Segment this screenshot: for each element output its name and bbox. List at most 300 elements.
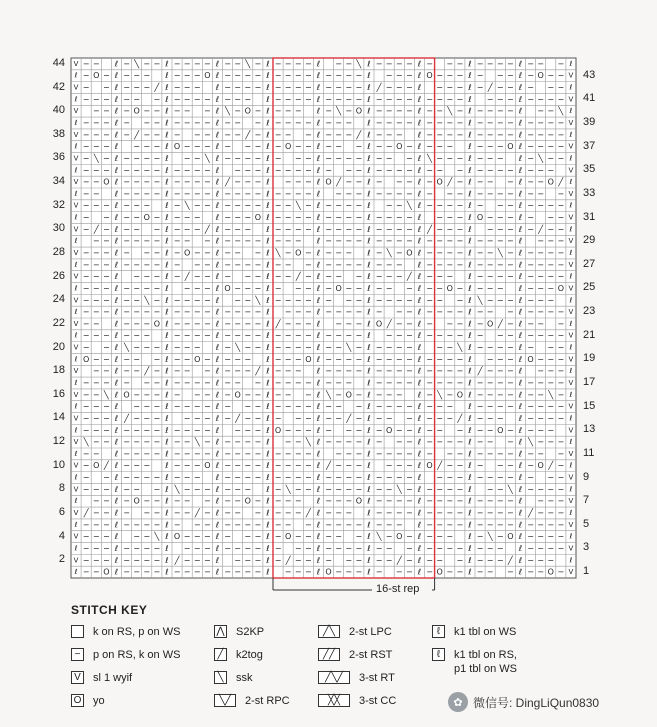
stitch-symbol: − xyxy=(557,567,565,577)
stitch-symbol: − xyxy=(375,283,383,293)
stitch-symbol: − xyxy=(436,508,444,518)
stitch-symbol: − xyxy=(82,343,90,353)
stitch-symbol: − xyxy=(294,106,302,116)
stitch-symbol: − xyxy=(224,402,231,412)
stitch-symbol: − xyxy=(203,130,211,140)
stitch-symbol: − xyxy=(436,213,444,223)
stitch-symbol: − xyxy=(183,213,191,223)
stitch-symbol: − xyxy=(274,390,282,400)
stitch-symbol: ╲ xyxy=(83,437,89,447)
stitch-symbol: − xyxy=(426,248,433,258)
stitch-symbol: ℓ xyxy=(518,236,523,246)
row-number-left: 36 xyxy=(52,151,65,164)
stitch-symbol: − xyxy=(193,165,201,175)
stitch-symbol: ℓ xyxy=(367,236,371,246)
stitch-symbol: − xyxy=(224,343,231,353)
stitch-symbol: ℓ xyxy=(518,118,523,128)
stitch-symbol: ℓ xyxy=(417,461,422,471)
stitch-symbol: − xyxy=(537,59,545,69)
stitch-symbol: − xyxy=(224,224,231,234)
stitch-symbol: ℓ xyxy=(165,449,169,459)
row-number-left: 26 xyxy=(52,269,65,282)
stitch-symbol: O xyxy=(426,461,433,471)
stitch-symbol: − xyxy=(395,106,403,116)
stitch-symbol: − xyxy=(395,272,403,282)
stitch-symbol: ╱ xyxy=(507,555,513,565)
stitch-symbol: O xyxy=(285,142,292,152)
stitch-symbol: − xyxy=(345,106,353,116)
stitch-symbol: − xyxy=(506,508,514,518)
stitch-symbol: ╲ xyxy=(184,201,190,211)
stitch-symbol: − xyxy=(234,319,242,329)
stitch-symbol: − xyxy=(375,236,383,246)
stitch-symbol: ℓ xyxy=(367,59,371,69)
stitch-symbol: O xyxy=(345,390,352,400)
stitch-symbol: − xyxy=(456,106,464,116)
stitch-symbol: − xyxy=(325,437,332,447)
stitch-symbol: − xyxy=(123,224,130,234)
stitch-symbol: − xyxy=(436,555,444,565)
stitch-symbol: − xyxy=(476,449,484,459)
stitch-symbol: − xyxy=(446,449,454,459)
stitch-symbol: − xyxy=(446,413,454,423)
stitch-symbol: ℓ xyxy=(468,189,472,199)
stitch-symbol: − xyxy=(102,331,110,341)
stitch-symbol: − xyxy=(486,260,494,270)
stitch-symbol: ℓ xyxy=(316,319,321,329)
stitch-symbol: ℓ xyxy=(165,532,169,542)
stitch-symbol: − xyxy=(527,567,534,577)
stitch-symbol: − xyxy=(123,260,130,270)
stitch-symbol: − xyxy=(486,473,494,483)
stitch-symbol: ℓ xyxy=(266,319,270,329)
stitch-symbol: − xyxy=(92,437,100,447)
stitch-symbol: − xyxy=(476,331,484,341)
stitch-symbol: − xyxy=(506,354,514,364)
stitch-symbol: − xyxy=(143,283,151,293)
stitch-symbol: − xyxy=(133,555,141,565)
stitch-symbol: − xyxy=(557,543,565,553)
stitch-symbol: − xyxy=(304,283,312,293)
stitch-symbol: ℓ xyxy=(569,414,573,423)
stitch-symbol: − xyxy=(92,248,100,258)
stitch-symbol: O xyxy=(547,177,554,187)
stitch-symbol: − xyxy=(426,366,433,376)
stitch-symbol: − xyxy=(385,520,393,530)
stitch-symbol: − xyxy=(325,295,332,305)
stitch-symbol: − xyxy=(375,543,383,553)
stitch-symbol: ℓ xyxy=(74,260,78,269)
stitch-symbol: − xyxy=(436,94,444,104)
stitch-symbol: − xyxy=(355,520,363,530)
stitch-symbol: − xyxy=(335,413,343,423)
stitch-symbol: − xyxy=(446,437,454,447)
stitch-symbol: O xyxy=(375,319,383,329)
stitch-symbol: ℓ xyxy=(114,532,119,542)
stitch-symbol: − xyxy=(496,118,504,128)
stitch-symbol: − xyxy=(294,496,302,506)
stitch-symbol: O xyxy=(446,283,453,293)
stitch-symbol: − xyxy=(537,567,545,577)
stitch-symbol: − xyxy=(133,567,141,577)
stitch-symbol: − xyxy=(254,189,262,199)
stitch-symbol: − xyxy=(385,201,393,211)
stitch-symbol: − xyxy=(476,83,484,93)
stitch-symbol: − xyxy=(506,567,514,577)
stitch-symbol: − xyxy=(345,567,353,577)
stitch-symbol: − xyxy=(486,307,494,317)
stitch-symbol: − xyxy=(234,201,242,211)
stitch-symbol: − xyxy=(224,532,231,542)
stitch-symbol: ℓ xyxy=(165,484,169,494)
stitch-symbol: O xyxy=(103,567,110,577)
stitch-symbol: − xyxy=(183,59,191,69)
stitch-symbol: O xyxy=(274,425,282,435)
stitch-symbol: − xyxy=(456,94,464,104)
stitch-symbol: − xyxy=(123,319,130,329)
stitch-symbol: − xyxy=(557,496,565,506)
stitch-symbol: − xyxy=(325,508,332,518)
stitch-symbol: ℓ xyxy=(518,496,523,506)
stitch-symbol: ╱ xyxy=(477,366,483,376)
stitch-symbol: − xyxy=(294,189,302,199)
stitch-symbol: − xyxy=(506,130,514,140)
stitch-symbol: − xyxy=(234,106,242,116)
stitch-symbol: − xyxy=(486,449,494,459)
stitch-symbol: − xyxy=(537,165,545,175)
stitch-symbol: − xyxy=(274,283,282,293)
stitch-symbol: − xyxy=(506,59,514,69)
stitch-symbol: ℓ xyxy=(316,118,321,128)
stitch-symbol: − xyxy=(527,153,534,163)
stitch-symbol: − xyxy=(456,461,464,471)
stitch-symbol: − xyxy=(274,449,282,459)
stitch-symbol: − xyxy=(173,295,181,305)
stitch-symbol: − xyxy=(345,71,353,81)
stitch-symbol: ℓ xyxy=(468,520,472,530)
stitch-symbol: − xyxy=(557,378,565,388)
stitch-symbol: ╱ xyxy=(83,508,89,518)
stitch-symbol: − xyxy=(92,177,100,187)
stitch-symbol: − xyxy=(304,413,312,423)
stitch-symbol: − xyxy=(133,319,141,329)
stitch-symbol: − xyxy=(456,496,464,506)
row-number-right: 33 xyxy=(583,186,596,199)
stitch-symbol: − xyxy=(173,437,181,447)
stitch-symbol: ℓ xyxy=(114,319,119,329)
stitch-symbol: − xyxy=(234,473,242,483)
stitch-symbol: ╱ xyxy=(326,461,331,471)
stitch-symbol: − xyxy=(335,390,343,400)
stitch-symbol: − xyxy=(436,354,444,364)
stitch-symbol: ℓ xyxy=(367,189,371,199)
stitch-symbol: ℓ xyxy=(215,272,220,282)
stitch-symbol: − xyxy=(173,461,181,471)
stitch-symbol: − xyxy=(274,461,282,471)
stitch-symbol: − xyxy=(506,189,514,199)
stitch-symbol: − xyxy=(82,555,90,565)
stitch-symbol: O xyxy=(487,319,494,329)
stitch-symbol: − xyxy=(486,555,494,565)
key-item-ssk: ╲ ssk xyxy=(214,671,253,685)
stitch-symbol: − xyxy=(304,165,312,175)
stitch-symbol: − xyxy=(123,354,130,364)
stitch-symbol: ℓ xyxy=(114,484,119,494)
stitch-symbol: ℓ xyxy=(316,83,321,93)
stitch-symbol: − xyxy=(173,189,181,199)
stitch-symbol: − xyxy=(304,331,312,341)
stitch-symbol: ℓ xyxy=(215,366,220,376)
stitch-symbol: − xyxy=(224,449,231,459)
stitch-symbol: ℓ xyxy=(114,189,119,199)
stitch-symbol: − xyxy=(244,449,252,459)
stitch-symbol: − xyxy=(436,153,444,163)
stitch-symbol: − xyxy=(547,236,555,246)
s2kp-icon: ⋀ xyxy=(214,625,227,638)
stitch-symbol: − xyxy=(537,272,545,282)
stitch-symbol: − xyxy=(92,378,100,388)
stitch-symbol: − xyxy=(527,118,534,128)
stitch-symbol: ℓ xyxy=(74,497,78,506)
stitch-symbol: ℓ xyxy=(165,402,169,412)
stitch-symbol: − xyxy=(355,366,363,376)
stitch-symbol: − xyxy=(304,201,312,211)
stitch-symbol: − xyxy=(234,130,242,140)
stitch-symbol: ℓ xyxy=(266,437,270,447)
stitch-symbol: − xyxy=(244,543,252,553)
stitch-symbol: ℓ xyxy=(165,153,169,163)
stitch-symbol: − xyxy=(436,366,444,376)
stitch-symbol: − xyxy=(234,283,242,293)
stitch-symbol: − xyxy=(496,59,504,69)
stitch-symbol: − xyxy=(133,295,141,305)
stitch-symbol: − xyxy=(345,165,353,175)
stitch-symbol: − xyxy=(123,555,130,565)
stitch-symbol: ℓ xyxy=(266,165,270,175)
stitch-symbol: − xyxy=(173,213,181,223)
stitch-symbol: − xyxy=(335,118,343,128)
stitch-symbol: − xyxy=(284,520,292,530)
stitch-symbol: − xyxy=(234,248,242,258)
stitch-symbol: − xyxy=(335,59,343,69)
stitch-symbol: − xyxy=(224,213,231,223)
stitch-symbol: − xyxy=(537,425,545,435)
stitch-symbol: − xyxy=(203,449,211,459)
stitch-symbol: ℓ xyxy=(468,307,472,317)
stitch-symbol: − xyxy=(133,520,141,530)
stitch-symbol: − xyxy=(304,319,312,329)
stitch-symbol: − xyxy=(496,496,504,506)
stitch-symbol: − xyxy=(345,319,353,329)
stitch-symbol: − xyxy=(486,484,494,494)
stitch-symbol: − xyxy=(274,71,282,81)
stitch-symbol: − xyxy=(496,213,504,223)
stitch-symbol: − xyxy=(304,213,312,223)
stitch-symbol: − xyxy=(284,295,292,305)
stitch-symbol: − xyxy=(304,520,312,530)
stitch-symbol: ℓ xyxy=(74,473,78,482)
stitch-symbol: − xyxy=(294,83,302,93)
stitch-symbol: ℓ xyxy=(518,520,523,530)
stitch-symbol: ℓ xyxy=(417,555,422,565)
stitch-symbol: − xyxy=(284,213,292,223)
stitch-symbol: − xyxy=(325,413,332,423)
stitch-symbol: − xyxy=(426,532,433,542)
stitch-symbol: − xyxy=(92,390,100,400)
stitch-symbol: − xyxy=(284,236,292,246)
stitch-symbol: − xyxy=(224,236,231,246)
stitch-symbol: ℓ xyxy=(468,402,472,412)
stitch-symbol: − xyxy=(375,213,383,223)
stitch-symbol: ℓ xyxy=(74,284,78,293)
stitch-symbol: − xyxy=(335,319,343,329)
stitch-symbol: − xyxy=(294,484,302,494)
stitch-symbol: ℓ xyxy=(367,94,371,104)
stitch-symbol: − xyxy=(345,83,353,93)
v-icon: V xyxy=(71,671,84,684)
stitch-symbol: − xyxy=(557,449,565,459)
stitch-symbol: − xyxy=(284,189,292,199)
stitch-symbol: − xyxy=(92,319,100,329)
repeat-label: 16-st rep xyxy=(376,583,420,595)
stitch-symbol: − xyxy=(527,331,534,341)
stitch-symbol: − xyxy=(193,153,201,163)
stitch-symbol: − xyxy=(486,272,494,282)
stitch-symbol: − xyxy=(375,496,383,506)
stitch-symbol: − xyxy=(395,71,403,81)
stitch-symbol: − xyxy=(173,236,181,246)
stitch-symbol: ℓ xyxy=(417,567,422,577)
stitch-symbol: ╱ xyxy=(144,366,150,376)
stitch-symbol: − xyxy=(304,390,312,400)
stitch-symbol: ℓ xyxy=(165,567,169,577)
stitch-symbol: ╱ xyxy=(427,224,432,234)
stitch-symbol: − xyxy=(234,555,242,565)
stitch-symbol: − xyxy=(274,165,282,175)
stitch-symbol: − xyxy=(102,508,110,518)
stitch-symbol: − xyxy=(446,366,454,376)
stitch-symbol: − xyxy=(426,390,433,400)
stitch-symbol: − xyxy=(133,532,141,542)
stitch-symbol: O xyxy=(285,532,292,542)
stitch-symbol: ℓ xyxy=(518,213,523,223)
row-number-left: 6 xyxy=(58,506,65,518)
stitch-symbol: − xyxy=(537,118,545,128)
stitch-symbol: ℓ xyxy=(468,390,472,400)
stitch-symbol: − xyxy=(405,142,413,152)
stitch-symbol: − xyxy=(304,402,312,412)
stitch-symbol: − xyxy=(537,248,545,258)
stitch-symbol: ℓ xyxy=(417,543,422,553)
stitch-symbol: − xyxy=(355,224,363,234)
stitch-symbol: − xyxy=(527,520,534,530)
row-number-left: 38 xyxy=(52,127,65,140)
stitch-symbol: − xyxy=(203,94,211,104)
stitch-symbol: − xyxy=(153,165,161,175)
stitch-symbol: − xyxy=(193,248,201,258)
stitch-symbol: − xyxy=(446,118,454,128)
stitch-symbol: V xyxy=(568,520,574,529)
stitch-symbol: ℓ xyxy=(367,473,371,483)
stitch-symbol: − xyxy=(193,71,201,81)
stitch-symbol: ╲ xyxy=(507,484,513,494)
stitch-symbol: − xyxy=(102,224,110,234)
stitch-symbol: − xyxy=(537,189,545,199)
stitch-symbol: − xyxy=(345,508,353,518)
stitch-symbol: ℓ xyxy=(518,343,523,353)
stitch-symbol: − xyxy=(496,71,504,81)
stitch-symbol: ╱ xyxy=(376,83,382,93)
stitch-symbol: − xyxy=(304,248,312,258)
stitch-symbol: ℓ xyxy=(165,413,169,423)
stitch-symbol: O xyxy=(103,177,110,187)
stitch-symbol: − xyxy=(123,307,130,317)
stitch-symbol: − xyxy=(173,165,181,175)
stitch-symbol: ℓ xyxy=(316,307,321,317)
row-number-right: 39 xyxy=(583,116,596,128)
stitch-symbol: − xyxy=(284,425,292,435)
stitch-symbol: − xyxy=(446,319,454,329)
stitch-symbol: − xyxy=(345,366,353,376)
stitch-symbol: ℓ xyxy=(215,520,220,530)
stitch-symbol: − xyxy=(537,366,545,376)
stitch-symbol: ℓ xyxy=(266,83,270,93)
stitch-symbol: − xyxy=(547,283,555,293)
stitch-symbol: ℓ xyxy=(569,438,573,447)
stitch-symbol: ℓ xyxy=(316,567,321,577)
stitch-symbol: ℓ xyxy=(468,343,472,353)
stitch-symbol: − xyxy=(304,71,312,81)
stitch-symbol: ℓ xyxy=(316,461,321,471)
stitch-symbol: ℓ xyxy=(266,236,270,246)
stitch-symbol: ℓ xyxy=(74,544,78,553)
stitch-symbol: − xyxy=(496,543,504,553)
stitch-symbol: − xyxy=(82,165,90,175)
stitch-symbol: − xyxy=(183,177,191,187)
stitch-symbol: − xyxy=(375,189,383,199)
stitch-symbol: − xyxy=(254,283,262,293)
stitch-symbol: − xyxy=(496,378,504,388)
rpc-icon: ╲╱ xyxy=(214,694,236,707)
stitch-symbol: − xyxy=(436,378,444,388)
stitch-symbol: − xyxy=(547,201,555,211)
stitch-symbol: ℓ xyxy=(367,343,371,353)
stitch-symbol: − xyxy=(506,331,514,341)
stitch-symbol: − xyxy=(557,59,565,69)
stitch-symbol: − xyxy=(385,71,393,81)
stitch-symbol: ℓ xyxy=(316,437,321,447)
stitch-symbol: − xyxy=(133,213,141,223)
stitch-symbol: ℓ xyxy=(468,177,472,187)
stitch-symbol: − xyxy=(355,461,363,471)
stitch-symbol: − xyxy=(456,59,464,69)
stitch-symbol: − xyxy=(486,248,494,258)
stitch-symbol: ℓ xyxy=(165,378,169,388)
stitch-symbol: − xyxy=(335,543,343,553)
stitch-symbol: ℓ xyxy=(417,248,422,258)
stitch-symbol: − xyxy=(92,331,100,341)
row-number-left: 22 xyxy=(52,316,65,329)
stitch-symbol: − xyxy=(284,449,292,459)
stitch-symbol: ℓ xyxy=(215,283,220,293)
stitch-symbol: − xyxy=(224,71,231,81)
stitch-symbol: − xyxy=(224,496,231,506)
stitch-symbol: − xyxy=(244,555,252,565)
row-number-right: 1 xyxy=(583,565,590,578)
stitch-symbol: − xyxy=(183,508,191,518)
stitch-symbol: − xyxy=(92,307,100,317)
stitch-symbol: − xyxy=(456,201,464,211)
